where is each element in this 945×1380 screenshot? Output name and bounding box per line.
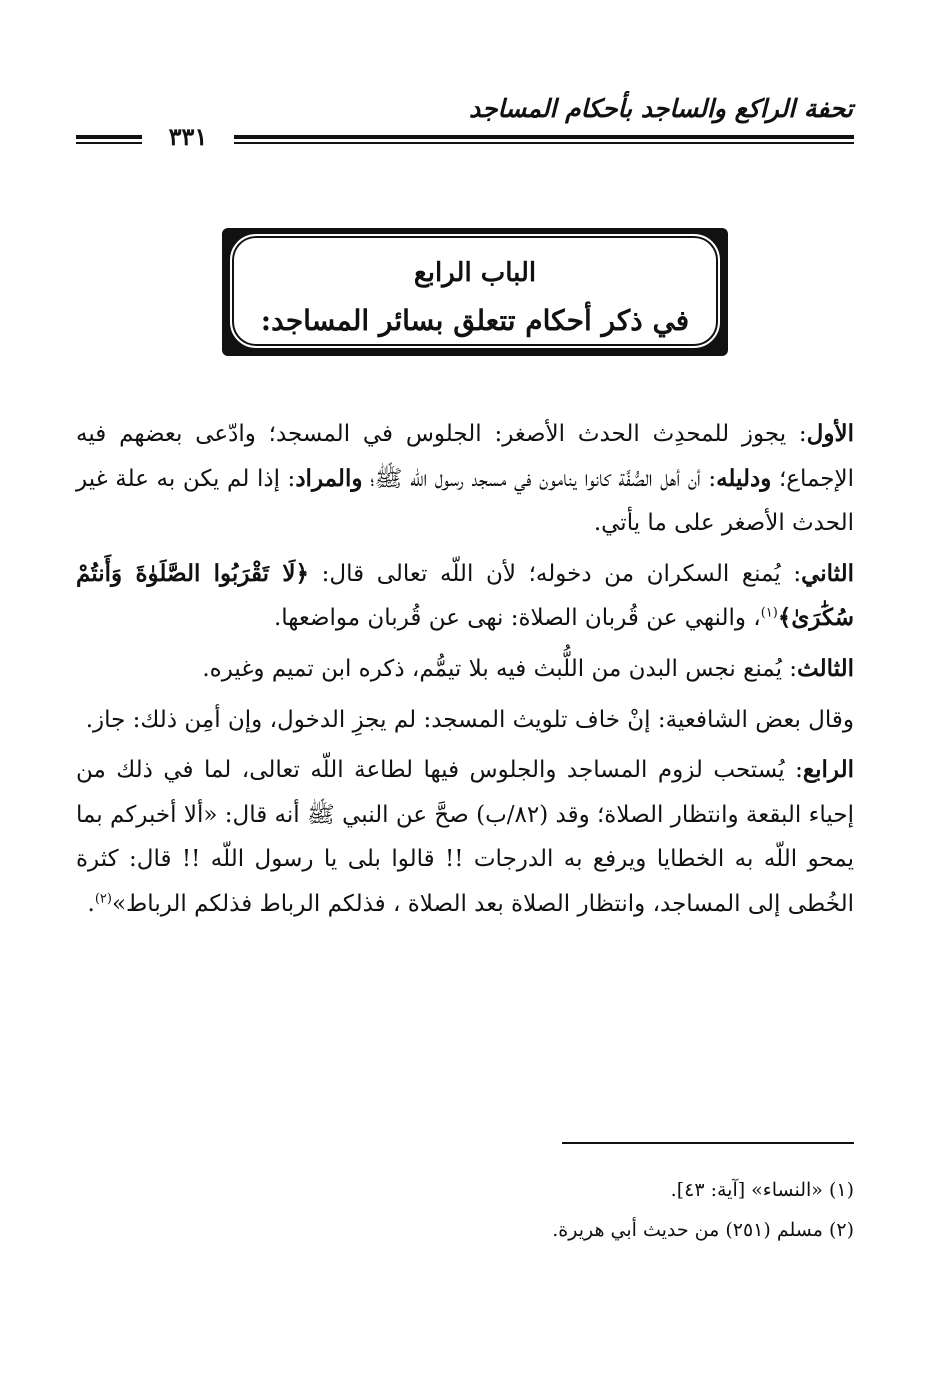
page-number: ٣٣١ [168,122,208,151]
paragraph-text: ، والنهي عن قُربان الصلاة: نهى عن قُربان مواضعها. [273,605,761,632]
chapter-title: الباب الرابع [413,258,537,288]
paragraph-lead: الأول [806,420,854,447]
paragraph-lead: الثالث [797,654,854,682]
paragraph-text: . [87,890,95,917]
footnotes [76,1170,854,1250]
chapter-heading-frame [222,228,728,356]
footnote-separator [562,1142,854,1144]
paragraph-first [76,412,854,546]
paragraph-fourth [76,748,854,926]
paragraph-text: : يُستحب لزوم المساجد والجلوس فيها لطاعة اللّه تعالى، لما في ذلك من إحياء البقعة وانتظار الصلاة؛ وقد (٨٢/ب) صحَّ عن النبي ﷺ أنه قال: «ألا أخبركم بما يمحو اللّه به الخطايا ويرفع به الدرجات !! قالوا بلى يا رسول اللّه !! قال: كثرة الخُطى إلى المساجد، وانتظار الصلاة بعد الصلاة ، فذلكم الرباط فذلكم الرباط» [76,757,854,917]
chapter-heading-inner [230,234,720,348]
quran-verse: ﴿لَا تَقْرَبُوا الصَّلَوٰةَ وَأَنتُمْ سُكَٰرَىٰ﴾ [76,559,854,632]
running-header-title: تحفة الراكع والساجد بأحكام المساجد [468,94,853,123]
paragraph-text: : أن أهل الصُّفَّة كانوا ينامون في مسجد رسول اللّه ﷺ؛ [370,465,717,492]
paragraph-text: : يجوز للمحدِث الحدث الأصغر: الجلوس في المسجد؛ وادّعى بعضهم فيه الإجماع؛ [76,421,855,492]
paragraph-lead: الثاني [801,559,855,587]
paragraph-text: : يُمنع السكران من دخوله؛ لأن اللّه تعالى قال: [321,560,802,587]
paragraph-lead: الرابع [802,756,854,784]
paragraph-second [76,552,854,641]
paragraph-text: وقال بعض الشافعية: إنْ خاف تلويث المسجد: لم يجزِ الدخول، وإن أمِن ذلك: جاز. [85,706,854,733]
chapter-subtitle: في ذكر أحكام تتعلق بسائر المساجد: [260,304,690,337]
body-text [76,412,854,933]
footnote-reference[interactable]: (١) [760,605,778,621]
header-rule-left [76,135,142,144]
footnote-2: (٢) مسلم (٢٥١) من حديث أبي هريرة. [552,1219,854,1241]
footnote-1: (١) «النساء» [آية: ٤٣]. [670,1179,854,1201]
footnote-reference[interactable]: (٢) [94,891,112,907]
header-rule-right [234,135,854,144]
paragraph-third [76,647,854,692]
paragraph-lead-meaning: والمراد [295,464,363,492]
paragraph-text: : يُمنع نجس البدن من اللُّبث فيه بلا تيمُّم، ذكره ابن تميم وغيره. [202,655,798,682]
paragraph-lead-evidence: ودليله [716,464,772,492]
header-rule [76,122,854,151]
paragraph-text: : إذا لم يكن به علة غير الحدث الأصغر على ما يأتي. [76,465,854,537]
paragraph-shafii [76,698,854,743]
